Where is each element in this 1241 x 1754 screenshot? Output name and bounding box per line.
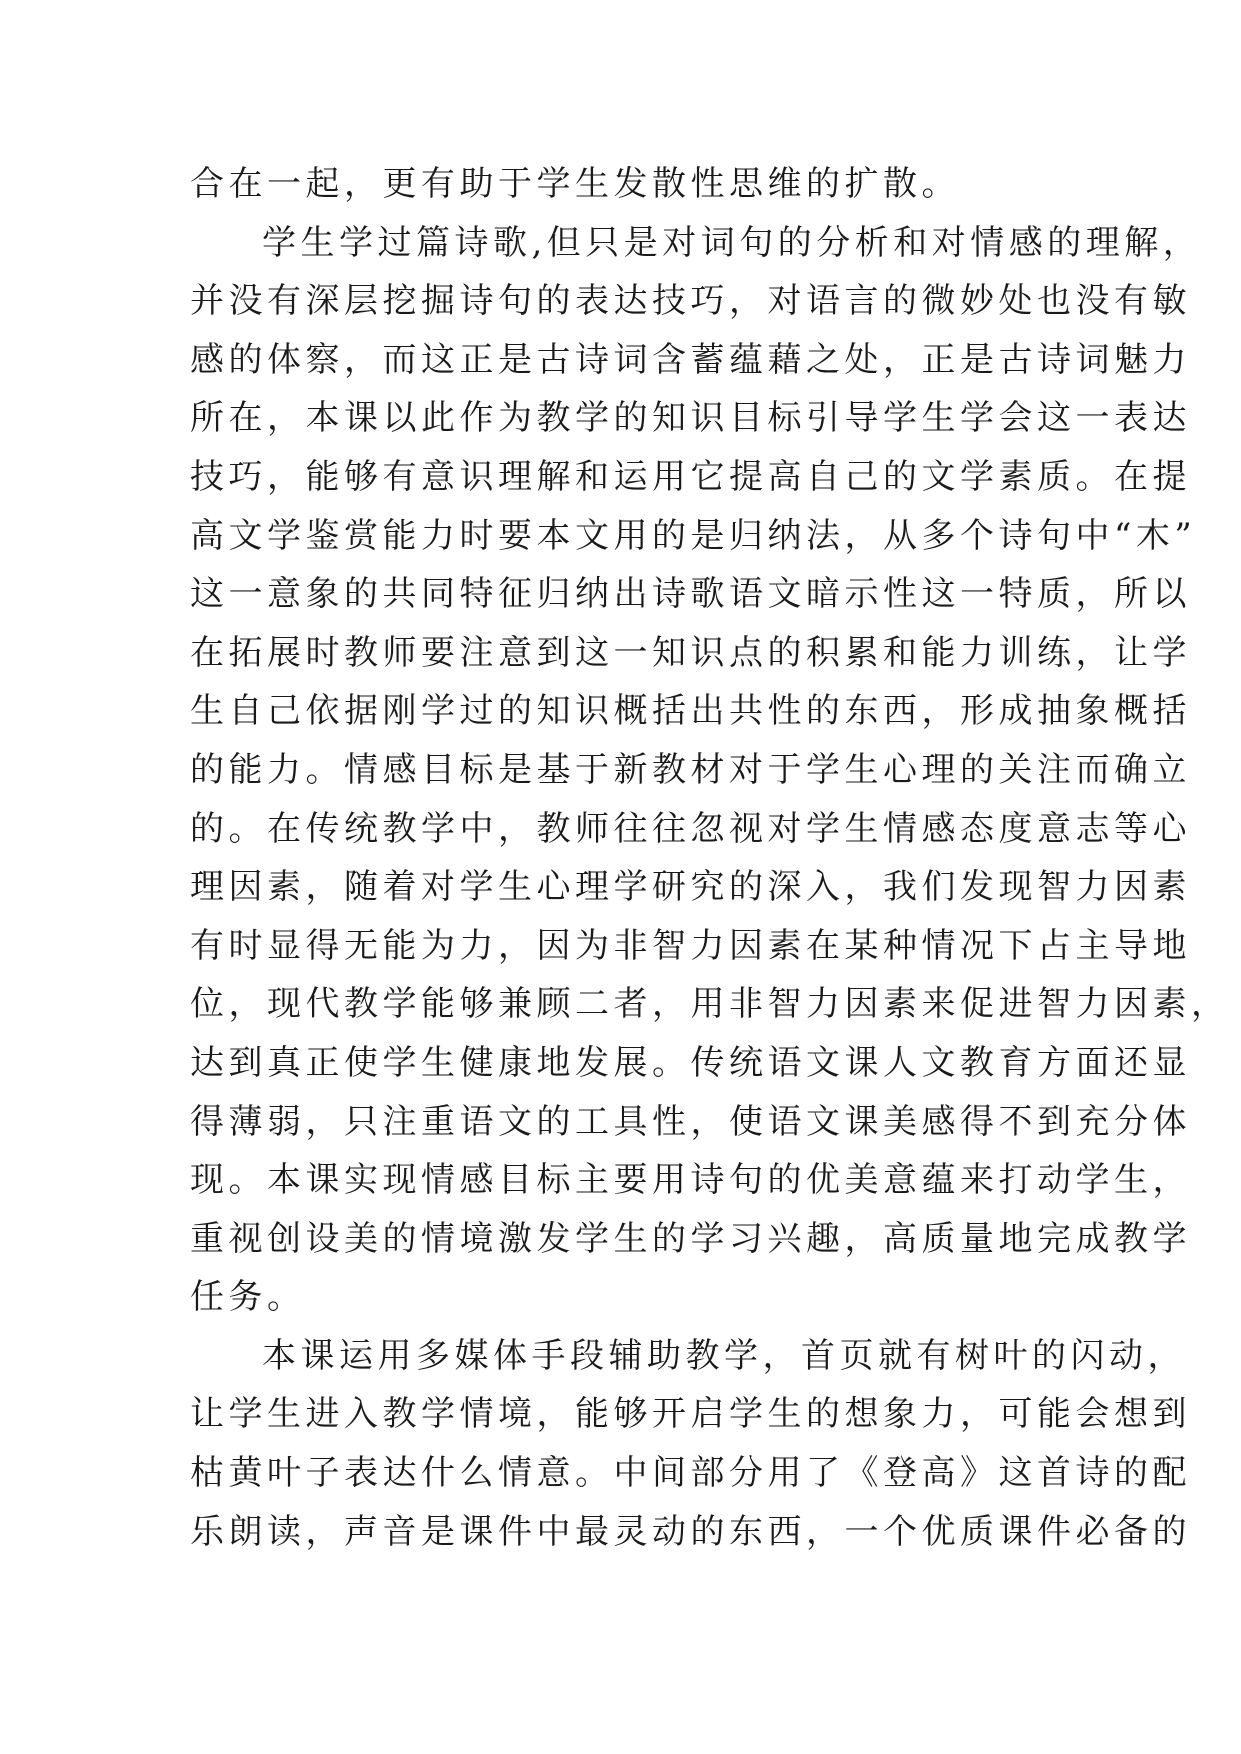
text-line: 生自己依据刚学过的知识概括出共性的东西，形成抽象概括 xyxy=(190,691,1191,732)
text-line: 合在一起，更有助于学生发散性思维的扩散。 xyxy=(190,164,960,204)
text-line: 位，现代教学能够兼顾二者，用非智力因素来促进智力因素， xyxy=(190,984,1230,1025)
text-line: 乐朗读，声音是课件中最灵动的东西，一个优质课件必备的 xyxy=(190,1511,1191,1552)
text-line: 现。本课实现情感目标主要用诗句的优美意蕴来打动学生， xyxy=(190,1160,1191,1201)
text-line: 所在，本课以此作为教学的知识目标引导学生学会这一表达 xyxy=(190,398,1191,439)
text-line: 这一意象的共同特征归纳出诗歌语文暗示性这一特质，所以 xyxy=(190,574,1191,615)
paragraph-start-line: 学生学过篇诗歌,但只是对词句的分析和对情感的理解， xyxy=(262,222,1202,263)
body-text xyxy=(190,155,1230,1561)
text-line: 让学生进入教学情境，能够开启学生的想象力，可能会想到 xyxy=(190,1394,1191,1435)
text-line: 重视创设美的情境激发学生的学习兴趣，高质量地完成教学 xyxy=(190,1218,1191,1259)
text-line: 有时显得无能为力，因为非智力因素在某种情况下占主导地 xyxy=(190,925,1191,966)
text-line: 任务。 xyxy=(190,1277,306,1318)
paragraph-start-line: 本课运用多媒体手段辅助教学，首页就有树叶的闪动， xyxy=(262,1335,1186,1376)
text-line: 的。在传统教学中，教师往往忽视对学生情感态度意志等心 xyxy=(190,808,1191,849)
text-line: 技巧，能够有意识理解和运用它提高自己的文学素质。在提 xyxy=(190,456,1191,497)
text-line: 感的体察，而这正是古诗词含蓄蕴藉之处，正是古诗词魅力 xyxy=(190,339,1191,380)
text-line: 高文学鉴赏能力时要本文用的是归纳法，从多个诗句中“木” xyxy=(190,515,1197,556)
text-line: 枯黄叶子表达什么情意。中间部分用了《登高》这首诗的配 xyxy=(190,1453,1191,1494)
text-line: 在拓展时教师要注意到这一知识点的积累和能力训练，让学 xyxy=(190,632,1191,673)
text-line: 并没有深层挖掘诗句的表达技巧，对语言的微妙处也没有敏 xyxy=(190,281,1191,322)
text-line: 的能力。情感目标是基于新教材对于学生心理的关注而确立 xyxy=(190,749,1191,790)
text-line: 得薄弱，只注重语文的工具性，使语文课美感得不到充分体 xyxy=(190,1101,1191,1142)
text-line: 达到真正使学生健康地发展。传统语文课人文教育方面还显 xyxy=(190,1042,1191,1083)
text-line: 理因素，随着对学生心理学研究的深入，我们发现智力因素 xyxy=(190,867,1191,908)
